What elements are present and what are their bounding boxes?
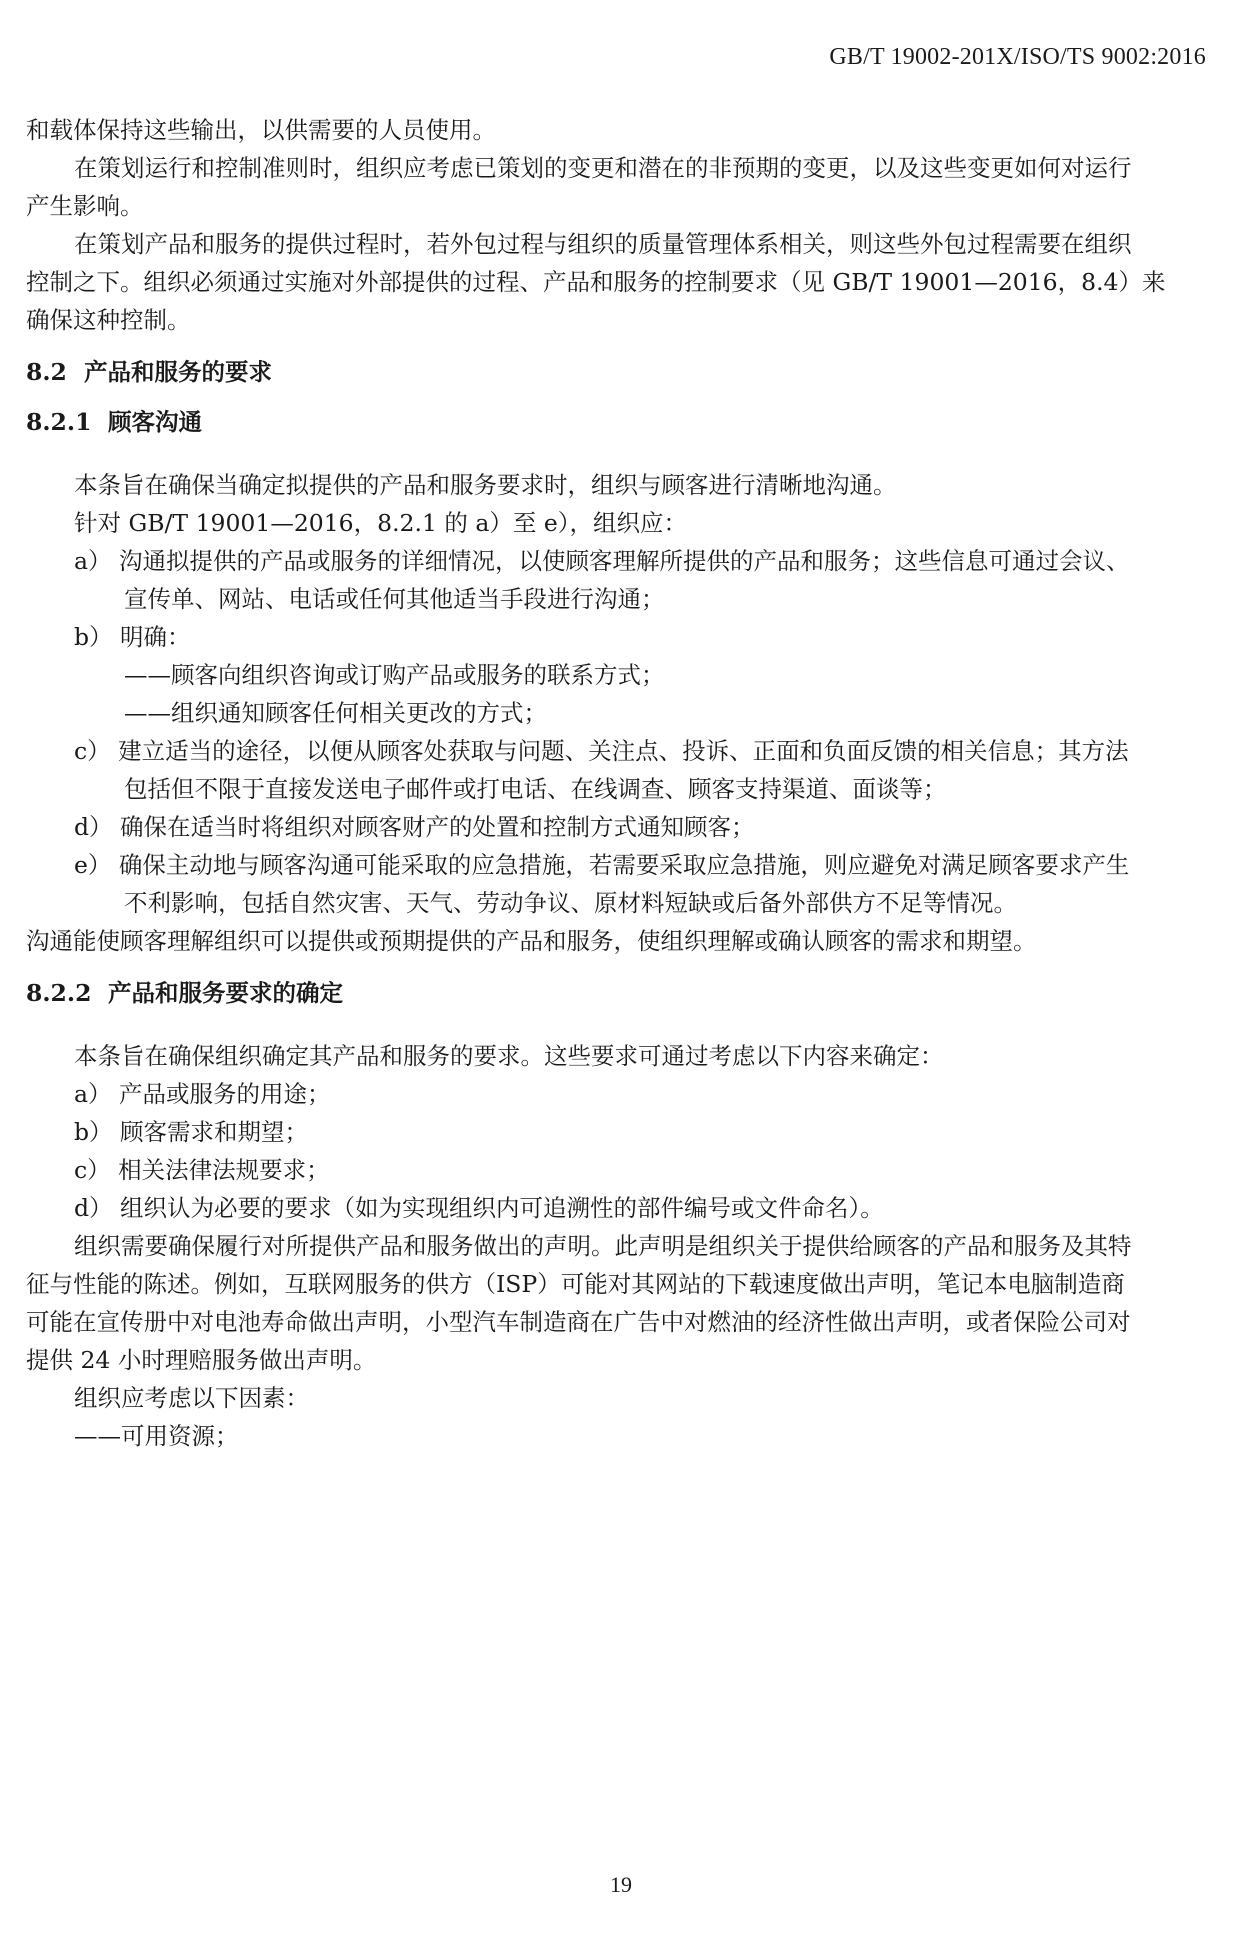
list-item-b: b） 顾客需求和期望；: [74, 1118, 309, 1146]
list-item-c: c） 建立适当的途径，以便从顾客处获取与问题、关注点、投诉、正面和负面反馈的相关信息；其方法: [74, 737, 1129, 765]
paragraph-line: 产生影响。: [26, 192, 144, 220]
dash-item: ——组织通知顾客任何相关更改的方式；: [124, 699, 547, 727]
paragraph-line: 组织需要确保履行对所提供产品和服务做出的声明。此声明是组织关于提供给顾客的产品和服务及其特: [74, 1232, 1132, 1260]
section-heading-8-2-2: [26, 979, 343, 1007]
dash-item: ——顾客向组织咨询或订购产品或服务的联系方式；: [124, 661, 665, 689]
paragraph-line: 组织应考虑以下因素：: [74, 1384, 309, 1412]
paragraph-line: 提供 24 小时理赔服务做出声明。: [26, 1346, 377, 1374]
paragraph-line: 在策划运行和控制准则时，组织应考虑已策划的变更和潜在的非预期的变更，以及这些变更如何对运行: [74, 154, 1132, 182]
list-item-d: d） 确保在适当时将组织对顾客财产的处置和控制方式通知顾客；: [74, 813, 755, 841]
list-item-c: c） 相关法律法规要求；: [74, 1156, 330, 1184]
list-item-a: a） 产品或服务的用途；: [74, 1080, 331, 1108]
paragraph-line: 和载体保持这些输出，以供需要的人员使用。: [26, 116, 496, 144]
list-item-e: e） 确保主动地与顾客沟通可能采取的应急措施，若需要采取应急措施，则应避免对满足顾客要求产生: [74, 851, 1130, 879]
paragraph-line: 确保这种控制。: [26, 306, 191, 334]
section-title: 顾客沟通: [108, 408, 202, 436]
list-item-continuation: 宣传单、网站、电话或任何其他适当手段进行沟通；: [124, 585, 665, 613]
section-number: 8.2.1: [26, 408, 92, 436]
dash-item: ——可用资源；: [74, 1422, 239, 1450]
standard-header: GB/T 19002-201X/ISO/TS 9002:2016: [829, 44, 1206, 70]
page-number: 19: [610, 1872, 632, 1897]
paragraph-line: 本条旨在确保当确定拟提供的产品和服务要求时，组织与顾客进行清晰地沟通。: [74, 471, 897, 499]
section-title: 产品和服务要求的确定: [108, 979, 343, 1007]
paragraph-line: 本条旨在确保组织确定其产品和服务的要求。这些要求可通过考虑以下内容来确定：: [74, 1042, 944, 1070]
paragraph-line: 沟通能使顾客理解组织可以提供或预期提供的产品和服务，使组织理解或确认顾客的需求和期望。: [26, 927, 1037, 955]
section-number: 8.2.2: [26, 979, 92, 1007]
section-heading-8-2: [26, 358, 272, 386]
list-item-continuation: 不利影响，包括自然灾害、天气、劳动争议、原材料短缺或后备外部供方不足等情况。: [124, 889, 1017, 917]
section-heading-8-2-1: [26, 408, 202, 436]
paragraph-line: 针对 GB/T 19001—2016，8.2.1 的 a）至 e），组织应：: [74, 509, 688, 537]
list-item-b: b） 明确：: [74, 623, 191, 651]
section-number: 8.2: [26, 358, 67, 386]
paragraph-line: 可能在宣传册中对电池寿命做出声明，小型汽车制造商在广告中对燃油的经济性做出声明，或者保险公司对: [26, 1308, 1131, 1336]
list-item-continuation: 包括但不限于直接发送电子邮件或打电话、在线调查、顾客支持渠道、面谈等；: [124, 775, 947, 803]
list-item-a: a） 沟通拟提供的产品或服务的详细情况，以使顾客理解所提供的产品和服务；这些信息可通过会议、: [74, 547, 1130, 575]
list-item-d: d） 组织认为必要的要求（如为实现组织内可追溯性的部件编号或文件命名）。: [74, 1194, 884, 1222]
paragraph-line: 控制之下。组织必须通过实施对外部提供的过程、产品和服务的控制要求（见 GB/T 19001—2016，8.4）来: [26, 268, 1166, 296]
paragraph-line: 在策划产品和服务的提供过程时，若外包过程与组织的质量管理体系相关，则这些外包过程需要在组织: [74, 230, 1132, 258]
paragraph-line: 征与性能的陈述。例如，互联网服务的供方（ISP）可能对其网站的下载速度做出声明，笔记本电脑制造商: [26, 1270, 1125, 1298]
section-title: 产品和服务的要求: [84, 358, 272, 386]
